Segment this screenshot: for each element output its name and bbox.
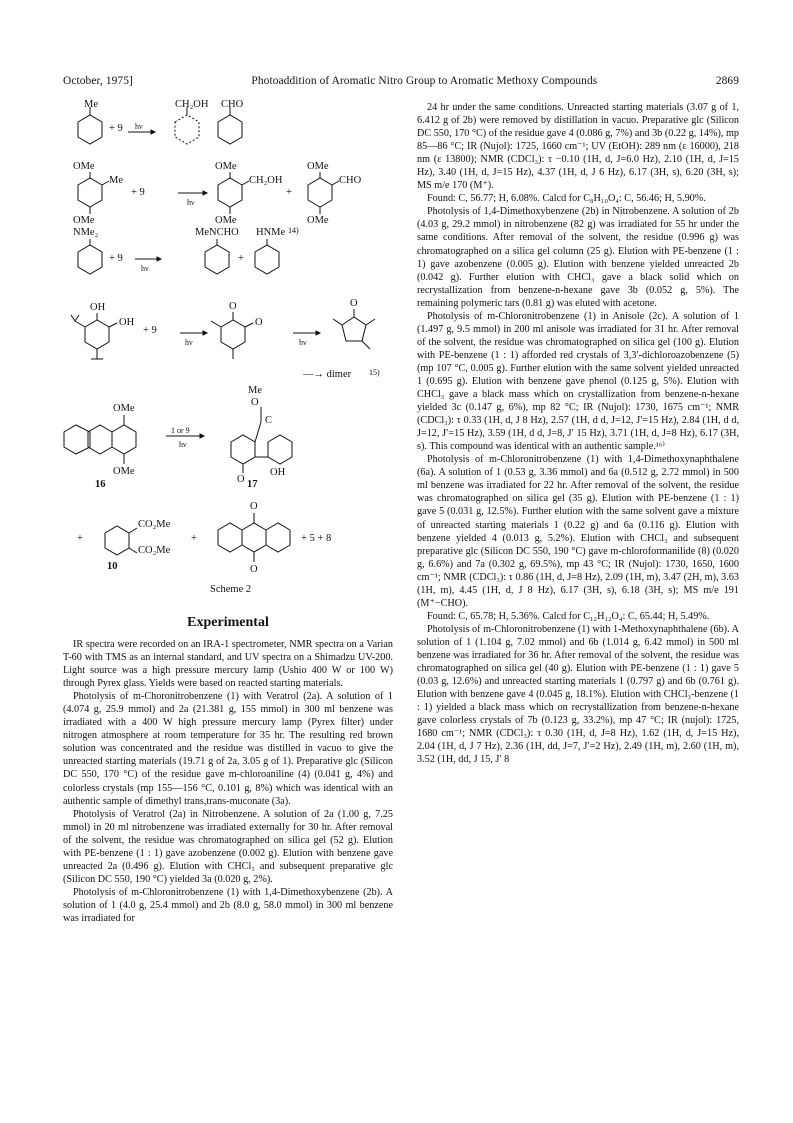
n-methylformanilide-structure (205, 239, 229, 274)
label-cho: CHO (221, 99, 244, 110)
header-title: Photoaddition of Aromatic Nitro Group to Aromatic Methoxy Compounds (251, 75, 598, 87)
header-page-number: 2869 (715, 75, 739, 87)
label-hnme: HNMe (256, 227, 286, 238)
label-compound-17: 17 (247, 479, 258, 490)
paragraph: Photolysis of m-Chloronitrobenzene (1) with 1-Methoxynaphthalene (6b). A solution of 1 (1.104 g, 7.02 mmol) and 6b (1.014 g, 6.42 mmol) in 500 ml benzene was irradiated for 36 hr. After removal of the solvent, the residue was chromatographed on silica gel (40 g). Elution with PE-benzene (1 : 1) gave 5 (0.03 g, 12.6%) and unreacted starting materials 1 (0.797 g) and 6b (0.761 g). Elution with benzene gave 4 (0.045 g, 18.1%). Elution with CHCl₃-benzene (1 : 1) yielded a black mass which on recrystallization from benzene-n-hexane gave colorless crystals of 7b (0.123 g, 33.2%), mp 47 °C; IR (nujol): 1725, 1680 cm⁻¹; NMR (CDCl₃): τ 0.30 (1H, d, J=8 Hz), 1.62 (1H, d, J=15 Hz), 2.04 (1H, d, J 7 Hz), 2.36 (1H, dd, J=7, J′=2 Hz), 2.49 (1H, m), 2.60 (1H, m), 3.52 (1H, dd, J 15, J′ 8 (417, 623, 739, 766)
label-ch2oh: CH₂OH (175, 99, 209, 110)
label-plus: + (286, 187, 292, 198)
left-column (63, 97, 393, 615)
label-hv: hν (299, 338, 307, 347)
paragraph: Photolysis of Veratrol (2a) in Nitrobenzene. A solution of 2a (1.00 g, 7.25 mmol) in 20 ml nitrobenzene was irradiated externally for 30 hr. After removal of the solvent, the residue was chromatographed on silica gel (52 g). Elution with PE-benzene (1 : 1) gave azobenzene (0.002 g). Elution with benzene gave unreacted 2a (0.496 g). Elution with CHCl₃ and subsequent preparative glc (Silicon DC 550, 190 °C) yielded 3a (0.020 g, 2%). (63, 808, 393, 885)
label-oh: OH (119, 317, 135, 328)
label-hv: hν (187, 198, 195, 207)
right-column (417, 101, 739, 766)
benzaldehyde-structure (218, 107, 242, 144)
dimethoxyanthracene-16-structure (64, 415, 136, 464)
benzyl-alcohol-structure (175, 107, 199, 144)
label-me: Me (248, 385, 262, 396)
reaction-scheme (63, 97, 393, 615)
paragraph: Found: C, 65.78; H, 5.36%. Calcd for C₁₂H₁₂O₄: C, 65.44; H, 5.49%. (427, 610, 710, 622)
dimethoxybenzyl-alcohol-structure (218, 172, 249, 214)
label-o: O (237, 474, 245, 485)
label-o: O (350, 298, 358, 309)
label-ome: OMe (307, 215, 329, 226)
label-ref-15: 15) (369, 368, 380, 377)
label-hv: hν (185, 338, 193, 347)
label-ref-14: 14) (288, 226, 299, 235)
label-plus: + (238, 253, 244, 264)
label-nme2: NMe₂ (73, 227, 99, 238)
paragraph: Photolysis of m-Chloronitrobenzene (1) with 1,4-Dimethoxybenzene (2b). A solution of 1 (4.0 g, 25.4 mmol) and 2b (8.0 g, 58.0 mmol) in 300 ml benzene was irradiated for (63, 886, 393, 924)
label-plus-5-8: + 5 + 8 (301, 533, 332, 544)
label-ch2oh: CH₂OH (249, 175, 283, 186)
label-1-or-9: 1 or 9 (171, 426, 190, 435)
paragraph: Photolysis of 1,4-Dimethoxybenzene (2b) in Nitrobenzene. A solution of 2b (4.03 g, 29.2 mmol) in nitrobenzene (82 g) was irradiated for 55 hr under the same conditions. After removal of the solvent, the residue (0.996 g) was chromatographed on a silica gel column (25 g). Elution with PE-benzene (1 : 1) gave azobenzene (0.005 g). Elution with benzene yielded unreacted 2b (0.042 g). Further elution with CHCl₃ gave a black solid which on recrystallization from benzene-n-hexane gave 3b (0.052 g, 5%). The remaining polymeric tars (0.81 g) was eluted with acetone. (417, 206, 739, 309)
label-o: O (229, 301, 237, 312)
label-dimer: —→ dimer (303, 369, 352, 380)
label-o: O (255, 317, 263, 328)
label-me: Me (109, 175, 123, 186)
paragraph: Photolysis of m-Choronitrobenzene (1) with Veratrol (2a). A solution of 1 (4.074 g, 25.9 mmol) and 2a (21.381 g, 155 mmol) in 300 ml benzene was irradiated with a 400 W high pressure mercury lamp (Pyrex filter) under nitrogen atmosphere at room temperature for 35 hr. The resulting red brown solution was concentrated and the residue was distilled in vacuo to give the unreacted starting materials (19.71 g of 2a, 3.05 g of 1). Preparative glc (Silicon DC 550, 170 °C) of the residue gave m-chloroaniline (4) (0.041 g, 4%) and colorless crystals (mp 155—156 °C, 0.101 g, 8%) which was identical with an authentic sample of dimethyl trans,trans-muconate (3a). (63, 691, 393, 807)
label-ome: OMe (307, 161, 329, 172)
cyclopentadienone-structure (333, 309, 375, 349)
paragraph: Found: C, 56.77; H, 6.08%. Calcd for C₈H₁₀O₄: C, 56.46; H, 5.90%. (427, 193, 706, 205)
label-oh: OH (270, 467, 286, 478)
label-me: Me (84, 99, 98, 110)
label-ome: OMe (73, 215, 95, 226)
label-cho: CHO (339, 175, 362, 186)
label-plus: + (77, 533, 83, 544)
o-quinone-structure (211, 312, 253, 359)
compound-17-structure (231, 407, 292, 473)
label-oh: OH (90, 302, 106, 313)
scheme-caption: Scheme 2 (210, 584, 252, 595)
compound-10-structure (105, 526, 137, 555)
label-plus-9: + 9 (143, 325, 157, 336)
paragraph: Photolysis of m-Chloronitrobenzene (1) in Anisole (2c). A solution of 1 (1.497 g, 9.5 mmol) in 200 ml anisole was irradiated for 31 hr. After removal of the solvent, the residue was chromatographed on silica gel (100 g). Elution with PE-benzene (1 : 1) afforded red crystals of 3,3′-dichloroazobenzene (5) (mp 107 °C, 0.005 g). Further elution with the same solvent yielded unreacted 1 (0.695 g). Elution with benzene gave phenol (0.125 g, 5%). Elution with CHCl₃ gave a black mass which on crystallization from benzene-n-hexane yielded 3c (0.147 g, 6%), mp 82 °C; IR (Nujol): 1730, 1675 cm⁻¹; NMR (CDCl₃): τ 0.33 (1H, d, J 8 Hz), 2.57 (1H, d d, J=12, J′=15 Hz), 2.84 (1H, d d, J=12, J′=15 Hz), 3.59 (1H, d d, J=8, J′ 15 Hz), 3.71 (1H, d, J=8 Hz), 6.17 (3H, s). This compound was identical with an authentic sample.¹⁶⁾ (417, 310, 739, 453)
label-plus-9: + 9 (109, 253, 123, 264)
header-date: October, 1975] (63, 75, 133, 87)
label-ome: OMe (113, 403, 135, 414)
label-compound-16: 16 (95, 479, 106, 490)
label-ome: OMe (215, 161, 237, 172)
experimental-left-text (63, 638, 393, 925)
experimental-heading: Experimental (187, 615, 269, 630)
label-mencho: MeNCHO (195, 227, 239, 238)
dimethylaniline-structure (78, 239, 102, 274)
label-ome: OMe (73, 161, 95, 172)
label-o: O (251, 397, 259, 408)
label-ome: OMe (113, 466, 135, 477)
label-c: C (265, 415, 273, 426)
paragraph: IR spectra were recorded on an IRA-1 spectrometer, NMR spectra on a Varian T-60 with TMS as an internal standard, and UV spectra on a Shimadzu UV-200. Light source was a high pressure mercury lamp (Ushio 400 W or 100 W) through Pyrex glass. Yields were based on reacted starting materials. (63, 639, 393, 690)
paragraph: Photolysis of m-Chloronitrobenzene (1) with 1,4-Dimethoxynaphthalene (6a). A solution of 1 (0.53 g, 3.36 mmol) and 6a (0.512 g, 2.72 mmol) in 500 ml benzene was irradiated for 22 hr. After removal of the solvent, the residue was chromatographed on silica gel (35 g). Elution with PE-benzene (1 : 1) gave 5 (0.031 g, 12.5%). Further elution with the same solvent gave a mixture of unreacted starting materials 1 (0.22 g) and 6a (0.116 g). Elution with benzene yielded 4 (0.013 g, 5.2%). Elution with CHCl₃ and subsequent preparative glc (Silicon DC 550, 190 °C) gave m-chloroformanilide (8) (0.020 g, 6.6%) and 7a (0.302 g, 69.5%), mp 43 °C; IR (Nujol): 1730, 1650, 1600 cm⁻¹; NMR (CDCl₃): τ 0.86 (1H, d, J=8 Hz), 2.09 (1H, m), 3.47 (2H, m), 3.63 (1H, m), 4.45 (1H, d, J 8 Hz), 6.17 (3H, s), 6.18 (3H, s); MS m/e 191 (M⁺−CHO). (417, 454, 739, 609)
toluene-structure (78, 107, 102, 144)
dimethoxybenzaldehyde-structure (308, 172, 339, 214)
running-header (63, 75, 739, 87)
label-co2me: CO₂Me (138, 519, 171, 530)
label-plus-9: + 9 (109, 123, 123, 134)
paragraph: 24 hr under the same conditions. Unreacted starting materials (3.07 g of 1, 6.412 g of 2b) were removed by distillation in vacuo. Preparative glc (Silicon DC 550, 170 °C) of the residue gave 4 (0.086 g, 7%) and 3b (0.22 g, 14%), mp 85—86 °C; IR (Nujol): 1725, 1660 cm⁻¹; UV (EtOH): 289 nm (ε 16000), 218 nm (ε 13800); NMR (CDCl₃): τ −0.10 (1H, d, J=6.0 Hz), 2.10 (1H, d, J=15 Hz), 3.40 (1H, d, J=15 Hz), 4.37 (1H, d, J 6 Hz), 6.17 (3H, s), 6.20 (3H, s); MS m/e 170 (M⁺). (417, 102, 739, 192)
label-hv: hν (179, 440, 187, 449)
label-compound-10: 10 (107, 561, 118, 572)
n-methylaniline-structure (255, 239, 279, 274)
anthraquinone-structure (218, 513, 290, 562)
label-plus-9: + 9 (131, 187, 145, 198)
label-o: O (250, 501, 258, 512)
label-ome: OMe (215, 215, 237, 226)
label-hv: hν (135, 122, 143, 131)
label-o: O (250, 564, 258, 575)
label-plus: + (191, 533, 197, 544)
di-tert-butylcatechol-structure (71, 313, 117, 359)
label-hv: hν (141, 264, 149, 273)
dimethoxytoluene-structure (78, 172, 109, 214)
label-co2me: CO₂Me (138, 545, 171, 556)
